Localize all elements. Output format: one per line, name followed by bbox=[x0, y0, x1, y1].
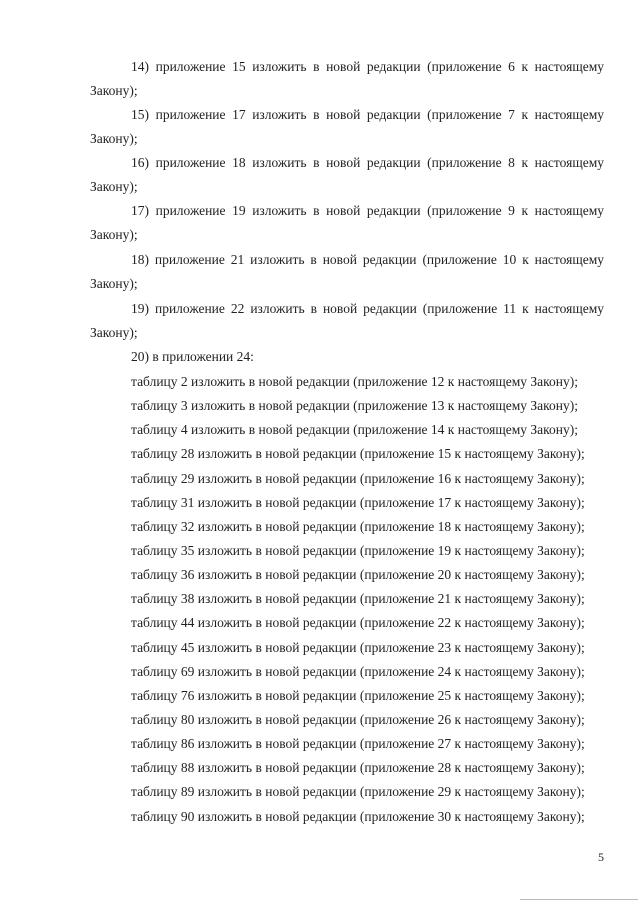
table-amendment-item: таблицу 69 изложить в новой редакции (приложение 24 к настоящему Закону); bbox=[131, 663, 585, 679]
amendment-item-text: 15) приложение 17 изложить в новой редакции (приложение 7 к настоящему bbox=[131, 107, 604, 122]
footer-rule bbox=[520, 899, 638, 900]
amendment-item-continuation: Закону); bbox=[90, 83, 138, 98]
table-amendment-item: таблицу 35 изложить в новой редакции (приложение 19 к настоящему Закону); bbox=[131, 542, 585, 558]
amendment-item-19 bbox=[90, 297, 604, 345]
table-amendment-item: таблицу 90 изложить в новой редакции (приложение 30 к настоящему Закону); bbox=[131, 808, 585, 824]
table-amendment-item: таблицу 36 изложить в новой редакции (приложение 20 к настоящему Закону); bbox=[131, 567, 585, 583]
table-amendment-item: таблицу 76 изложить в новой редакции (приложение 25 к настоящему Закону); bbox=[131, 687, 585, 703]
table-amendment-item: таблицу 31 изложить в новой редакции (приложение 17 к настоящему Закону); bbox=[131, 494, 585, 510]
amendment-item-15 bbox=[90, 103, 604, 151]
amendment-item-18 bbox=[90, 248, 604, 296]
table-amendment-item: таблицу 45 изложить в новой редакции (приложение 23 к настоящему Закону); bbox=[131, 639, 585, 655]
table-amendment-item: таблицу 2 изложить в новой редакции (приложение 12 к настоящему Закону); bbox=[131, 374, 579, 389]
table-amendment-item: таблицу 44 изложить в новой редакции (приложение 22 к настоящему Закону); bbox=[131, 615, 585, 631]
amendment-item-text: 16) приложение 18 изложить в новой редакции (приложение 8 к настоящему bbox=[131, 155, 604, 170]
table-amendment-item: таблицу 89 изложить в новой редакции (приложение 29 к настоящему Закону); bbox=[131, 784, 585, 800]
table-amendment-item: таблицу 29 изложить в новой редакции (приложение 16 к настоящему Закону); bbox=[131, 470, 585, 486]
table-amendment-item: таблицу 80 изложить в новой редакции (приложение 26 к настоящему Закону); bbox=[131, 711, 585, 727]
table-amendment-item: таблицу 32 изложить в новой редакции (приложение 18 к настоящему Закону); bbox=[131, 518, 585, 534]
table-amendment-item: таблицу 28 изложить в новой редакции (приложение 15 к настоящему Закону); bbox=[131, 446, 585, 462]
amendment-item-continuation: Закону); bbox=[90, 325, 138, 340]
amendment-item-text: 19) приложение 22 изложить в новой редакции (приложение 11 к настоящему bbox=[131, 301, 604, 316]
amendment-item-text: 17) приложение 19 изложить в новой редакции (приложение 9 к настоящему bbox=[131, 203, 604, 218]
table-amendment-item: таблицу 4 изложить в новой редакции (приложение 14 к настоящему Закону); bbox=[131, 422, 579, 438]
amendment-item-continuation: Закону); bbox=[90, 179, 138, 194]
table-amendment-item: таблицу 3 изложить в новой редакции (приложение 13 к настоящему Закону); bbox=[131, 398, 579, 414]
amendment-item-16 bbox=[90, 151, 604, 199]
amendment-item-14 bbox=[90, 55, 604, 103]
page-number: 5 bbox=[598, 850, 604, 864]
amendment-item-text: 14) приложение 15 изложить в новой редакции (приложение 6 к настоящему bbox=[131, 59, 604, 74]
amendment-item-text: 18) приложение 21 изложить в новой редакции (приложение 10 к настоящему bbox=[131, 252, 604, 267]
amendment-item-continuation: Закону); bbox=[90, 276, 138, 291]
amendment-item-continuation: Закону); bbox=[90, 131, 138, 146]
table-amendment-item: таблицу 38 изложить в новой редакции (приложение 21 к настоящему Закону); bbox=[131, 591, 585, 607]
table-amendment-list bbox=[131, 370, 611, 829]
table-amendment-item: таблицу 86 изложить в новой редакции (приложение 27 к настоящему Закону); bbox=[131, 736, 585, 752]
amendment-item-17 bbox=[90, 199, 604, 247]
amendment-item-continuation: Закону); bbox=[90, 227, 138, 242]
table-amendment-item: таблицу 88 изложить в новой редакции (приложение 28 к настоящему Закону); bbox=[131, 760, 585, 776]
appendix-24-heading: 20) в приложении 24: bbox=[131, 349, 254, 364]
